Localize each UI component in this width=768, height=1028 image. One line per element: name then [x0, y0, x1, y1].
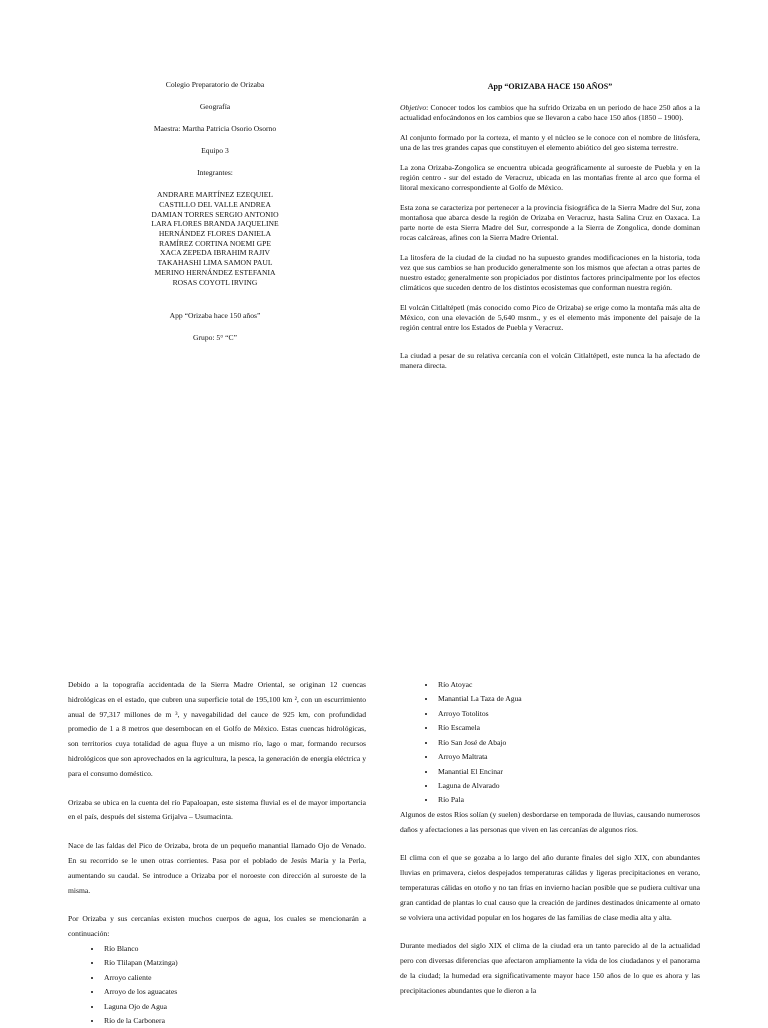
list-item: • Arroyo Totolitos [436, 707, 700, 721]
member-name: ANDRARE MARTÍNEZ EZEQUIEL [157, 190, 273, 200]
list-item: • Arroyo caliente [102, 971, 366, 985]
team-name: Equipo 3 [201, 146, 229, 156]
water-bodies-list-continued [400, 678, 700, 808]
paragraph: La litosfera de la ciudad de la ciudad no ha supuesto grandes modificaciones en la historia, toda vez que sus cambios se han producido generalmente son los mismos que afectan a otras partes de nuestro estado; generalmente son propiciados por distintos factores principalmente por los efectos climáticos que suceden dentro de los distintos ecosistemas que conforman nuestra región. [400, 252, 700, 292]
list-item: • Manantial La Taza de Agua [436, 692, 700, 706]
paragraph: El volcán Citlaltépetl (más conocido como Pico de Orizaba) se erige como la montaña más alta de México, con una elevación de 5,640 msnm., y es el elemento más imponente del paisaje de la región central entre los Estados de Puebla y Veracruz. [400, 302, 700, 332]
list-item: • Laguna de Alvarado [436, 779, 700, 793]
list-item: • Arroyo Maltrata [436, 750, 700, 764]
list-item: • Río de la Carbonera [102, 1014, 366, 1028]
hydrology-section [68, 678, 366, 1028]
paragraph: El clima con el que se gozaba a lo largo del año durante finales del siglo XIX, con abundantes lluvias en primavera, cielos despejados temperaturas cálidas y ligeras precipitaciones en verano, temperaturas cálidas en otoño y no tan frías en invierno hacían posible que se pudiera cultivar una gran cantidad de plantas lo cual causo que la creación de jardines destinados únicamente al ornato se volviera una actividad popular en los hogares de las familias de clase media alta y alta. [400, 853, 700, 922]
members-label: Integrantes: [197, 168, 233, 178]
list-item: • Río San José de Abajo [436, 736, 700, 750]
list-item: • Río Atoyac [436, 678, 700, 692]
member-name: MERINO HERNÁNDEZ ESTEFANIA [154, 267, 276, 277]
paragraph: Al conjunto formado por la corteza, el manto y el núcleo se le conoce con el nombre de litósfera, una de las tres grandes capas que constituyen el elemento abiótico del geo sistema terrestre. [400, 132, 700, 152]
members-list [120, 190, 310, 287]
list-item: • Río Tlilapan (Matzinga) [102, 956, 366, 970]
list-item: • Laguna Ojo de Agua [102, 1000, 366, 1014]
document-page-1 [0, 0, 768, 512]
cover-page [120, 80, 310, 355]
app-name: App “Orizaba hace 150 años” [169, 311, 261, 321]
member-name: LARA FLORES BRANDA JAQUELINE [151, 219, 279, 229]
teacher-name: Maestra: Martha Patricia Osorio Osorno [153, 124, 277, 134]
school-name: Colegio Preparatorio de Orizaba [165, 80, 265, 89]
member-name: CASTILLO DEL VALLE ANDREA [159, 199, 271, 209]
group-name: Grupo: 5° “C” [193, 333, 237, 343]
subject-name: Geografía [199, 102, 231, 112]
paragraph: Nace de las faldas del Pico de Orizaba, brota de un pequeño manantial llamado Ojo de Venado. En su recorrido se le unen otras corrientes. Pasa por el poblado de Jesús María y la Perla, aumentando su caudal. Se introduce a Orizaba por el noroeste con dirección al suroeste de la misma. [68, 841, 366, 895]
list-item: • Río Pala [436, 793, 700, 807]
document-title: App “ORIZABA HACE 150 AÑOS” [487, 82, 613, 91]
member-name: HERNÁNDEZ FLORES DANIELA [158, 228, 272, 238]
member-name: RAMÍREZ CORTINA NOEMI GPE [159, 238, 271, 248]
paragraph: La ciudad a pesar de su relativa cercanía con el volcán Citlaltépetl, este nunca la ha afectado de manera directa. [400, 350, 700, 370]
intro-section [400, 82, 700, 381]
list-item: • Río Escamela [436, 721, 700, 735]
paragraph: Esta zona se caracteriza por pertenecer a la provincia fisiográfica de la Sierra Madre del Sur, zona montañosa que abarca desde la región de Orizaba en Veracruz, hasta Salina Cruz en Oaxaca. La parte norte de esta Sierra Madre del Sur, corresponde a la Sierra de Zongolica, donde dominan rocas calcáreas, afines con la Sierra Madre Oriental. [400, 202, 700, 242]
paragraph: Por Orizaba y sus cercanías existen muchos cuerpos de agua, los cuales se mencionarán a continuación: [68, 914, 366, 939]
paragraph: La zona Orizaba-Zongolica se encuentra ubicada geográficamente al suroeste de Puebla y en la región centro - sur del estado de Veracruz, ubicada en las montañas frente al arco que forma el litoral mexicano correspondiente al Golfo de México. [400, 162, 700, 192]
member-name: DAMIAN TORRES SERGIO ANTONIO [151, 209, 279, 219]
objective-text: : Conocer todos los cambios que ha sufrido Orizaba en un periodo de hace 250 años a la actualidad enfocándonos en los cambios que se llevaron a cabo hace 150 años (1850 – 1900). [400, 102, 700, 122]
paragraph: Debido a la topografía accidentada de la Sierra Madre Oriental, se originan 12 cuencas hidrológicas en el estado, que cubren una superficie total de 195,100 km ², con un escurrimiento anual de 97,317 millones de m ³, y navegabilidad del cauce de 925 km, con profundidad promedio de 1 a 8 metros que desembocan en el Golfo de México. Estas cuencas hidrológicas, son territorios cuya totalidad de agua fluye a un mismo río, lago o mar, formando recursos hidrológicos que son aprovechados en la agricultura, la pesca, la generación de energía eléctrica y para el consumo doméstico. [68, 680, 366, 778]
objective-paragraph [400, 103, 700, 123]
member-name: TAKAHASHI LIMA SAMON PAUL [157, 258, 273, 268]
paragraph: Orizaba se ubica en la cuenta del río Papaloapan, este sistema fluvial es el de mayor importancia en el país, después del sistema Grijalva – Usumacinta. [68, 797, 366, 822]
member-name: ROSAS COYOTL IRVING [172, 277, 258, 287]
list-item: • Río Blanco [102, 942, 366, 956]
water-bodies-list [68, 942, 366, 1028]
paragraph: Durante mediados del siglo XIX el clima de la ciudad era un tanto parecido al de la actualidad pero con diversas diferencias que afectaron ampliamente la vida de los ciudadanos y el panorama de la ciudad; la humedad era significativamente mayor hace 150 años de lo que es ahora y las precipitaciones abundantes que le dieron a la [400, 941, 700, 995]
climate-section [400, 678, 700, 1013]
member-name: XACA ZEPEDA IBRAHIM RAJIV [160, 248, 270, 258]
objective-label: Objetivo [400, 102, 427, 112]
list-item: • Manantial El Encinar [436, 765, 700, 779]
paragraph: Algunos de estos Ríos solían (y suelen) desbordarse en temporada de lluvias, causando numerosos daños y afectaciones a las personas que viven en las cercanías de algunos ríos. [400, 809, 700, 834]
list-item: • Arroyo de los aguacates [102, 985, 366, 999]
